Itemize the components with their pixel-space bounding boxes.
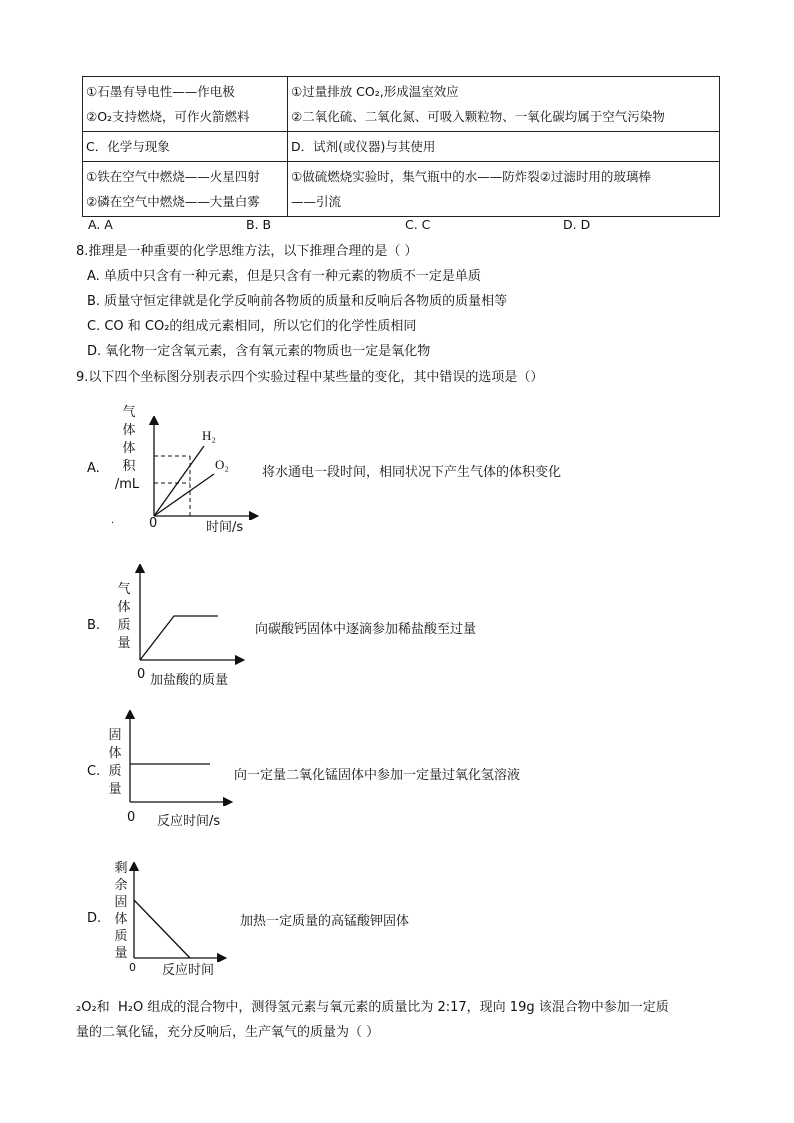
graph-c-label: C.: [87, 764, 101, 779]
table-row: [83, 132, 720, 162]
graph-d-xlabel: 反应时间: [162, 963, 215, 978]
choice-c: C. C: [405, 217, 431, 232]
cell-line: D．试剂(或仪器)与其使用: [291, 139, 436, 154]
cell-line: C．化学与现象: [86, 139, 170, 154]
q8-option-b: B. 质量守恒定律就是化学反响前各物质的质量和反响后各物质的质量相等: [87, 294, 508, 309]
ylabel-char: 积: [122, 459, 136, 474]
o2-line: [154, 474, 214, 516]
cell-line: ——引流: [291, 194, 342, 209]
ylabel-char: 量: [108, 782, 122, 797]
graph-c-plot: [124, 710, 234, 806]
table-cell: [83, 77, 288, 132]
ylabel-char: 固: [114, 895, 128, 910]
graph-b-xlabel: 加盐酸的质量: [150, 673, 229, 688]
ylabel-char: 气: [117, 582, 131, 597]
graph-d-plot: [128, 862, 228, 962]
ylabel-char: 气: [122, 405, 136, 420]
graph-a-origin: 0: [149, 516, 158, 531]
ylabel-char: 体: [117, 600, 131, 615]
question-9-stem: 9.以下四个坐标图分别表示四个实验过程中某些量的变化，其中错误的选项是（）: [76, 370, 544, 385]
remaining-solid-line: [134, 900, 190, 958]
graph-b-origin: 0: [137, 667, 146, 682]
question-8-stem: 8.推理是一种重要的化学思维方法，以下推理合理的是（ ）: [76, 244, 418, 259]
q8-option-d: D. 氧化物一定含氧元素，含有氧元素的物质也一定是氧化物: [87, 344, 431, 359]
graph-c-ylabel: [104, 727, 126, 799]
graph-d-label: D.: [87, 911, 102, 926]
graph-a-xlabel: 时间/s: [206, 520, 244, 535]
question-10-line2: 量的二氧化锰，充分反响后，生产氧气的质量为（ ）: [76, 1025, 380, 1040]
q8-option-c: C. CO 和 CO₂的组成元素相同，所以它们的化学性质相同: [87, 319, 417, 334]
table-cell: [83, 162, 288, 217]
graph-c-origin: 0: [127, 810, 136, 825]
series-h2-label: H₂: [202, 428, 216, 443]
cell-line: ①做硫燃烧实验时，集气瓶中的水——防炸裂②过滤时用的玻璃棒: [291, 169, 651, 184]
ylabel-char: /mL: [114, 477, 140, 492]
ylabel-char: 体: [114, 912, 128, 927]
graph-a-plot: [140, 416, 260, 520]
cell-line: ①石墨有导电性——作电极: [86, 84, 235, 99]
graph-b-ylabel: [113, 581, 135, 653]
cell-line: ①铁在空气中燃烧——火星四射: [86, 169, 260, 184]
ylabel-char: 量: [114, 946, 128, 961]
cell-line: ②磷在空气中燃烧——大量白雾: [86, 194, 260, 209]
table-cell: [288, 77, 720, 132]
q8-option-a: A. 单质中只含有一种元素，但是只含有一种元素的物质不一定是单质: [87, 269, 481, 284]
ylabel-char: 体: [122, 423, 136, 438]
table-cell: [288, 162, 720, 217]
graph-a-tick-mark: .: [111, 515, 115, 526]
choice-b: B. B: [246, 217, 272, 232]
choice-a: A. A: [88, 217, 113, 232]
ylabel-char: 量: [117, 636, 131, 651]
ylabel-char: 质: [114, 929, 128, 944]
graph-b-description: 向碳酸钙固体中逐滴参加稀盐酸至过量: [255, 622, 477, 637]
ylabel-char: 固: [108, 728, 122, 743]
cell-line: ①过量排放 CO₂,形成温室效应: [291, 84, 459, 99]
graph-d-description: 加热一定质量的高锰酸钾固体: [240, 914, 410, 929]
graph-b-plot: [134, 564, 246, 666]
graph-b-label: B.: [87, 618, 101, 633]
table-row: [83, 77, 720, 132]
choice-d: D. D: [563, 217, 591, 232]
graph-a-description: 将水通电一段时间，相同状况下产生气体的体积变化: [262, 465, 562, 480]
question-10-prefix: ₂O₂和: [76, 1000, 110, 1015]
graph-a-ylabel: [116, 404, 142, 494]
cell-line: ②二氧化硫、二氧化氮、可吸入颗粒物、一氧化碳均属于空气污染物: [291, 109, 665, 124]
ylabel-char: 体: [122, 441, 136, 456]
question-10-line1: H₂O 组成的混合物中，测得氢元素与氧元素的质量比为 2:17，现向 19g 该混合物中参加一定质: [118, 1000, 669, 1015]
table-cell: [83, 132, 288, 162]
graph-d-origin: 0: [129, 961, 136, 974]
ylabel-char: 余: [114, 878, 128, 893]
table-row: [83, 162, 720, 217]
ylabel-char: 体: [108, 746, 122, 761]
ylabel-char: 质: [108, 764, 122, 779]
graph-c-xlabel: 反应时间/s: [157, 814, 221, 829]
options-table: [82, 76, 720, 217]
ylabel-char: 剩: [114, 861, 128, 876]
graph-c-description: 向一定量二氧化锰固体中参加一定量过氧化氢溶液: [234, 768, 521, 783]
ylabel-char: 质: [117, 618, 131, 633]
series-o2-label: O₂: [215, 457, 229, 472]
gas-mass-line: [140, 616, 218, 660]
cell-line: ②O₂支持燃烧，可作火箭燃料: [86, 109, 250, 124]
graph-a-label: A.: [87, 461, 100, 476]
table-cell: [288, 132, 720, 162]
